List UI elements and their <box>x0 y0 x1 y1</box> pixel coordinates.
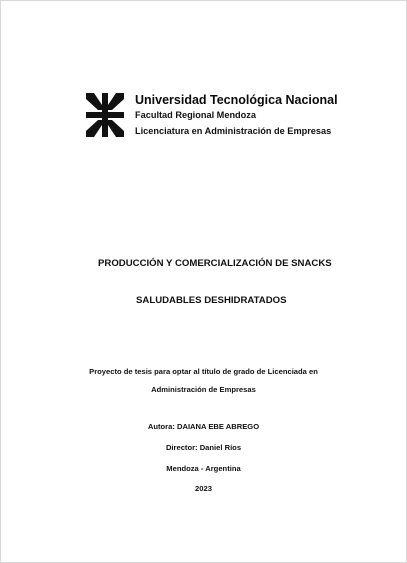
author-line: Autora: DAIANA EBE ABREGO <box>147 422 260 431</box>
thesis-title-line-2: SALUDABLES DESHIDRATADOS <box>136 295 287 306</box>
faculty-name: Facultad Regional Mendoza <box>135 110 256 120</box>
purpose-line-1: Proyecto de tesis para optar al título de grado de Licenciada en <box>89 367 318 376</box>
program-name: Licenciatura en Administración de Empresas <box>135 126 332 136</box>
purpose-line-2: Administración de Empresas <box>151 385 256 394</box>
director-line: Director: Daniel Ríos <box>165 443 242 452</box>
utn-logo-icon <box>86 93 124 137</box>
institution-name: Universidad Tecnológica Nacional <box>135 93 338 107</box>
thesis-purpose <box>0 364 407 397</box>
thesis-title-line-1: PRODUCCIÓN Y COMERCIALIZACIÓN DE SNACKS <box>98 258 332 269</box>
institution-header <box>135 92 338 138</box>
year-line: 2023 <box>195 484 212 493</box>
location-line: Mendoza - Argentina <box>166 464 241 473</box>
